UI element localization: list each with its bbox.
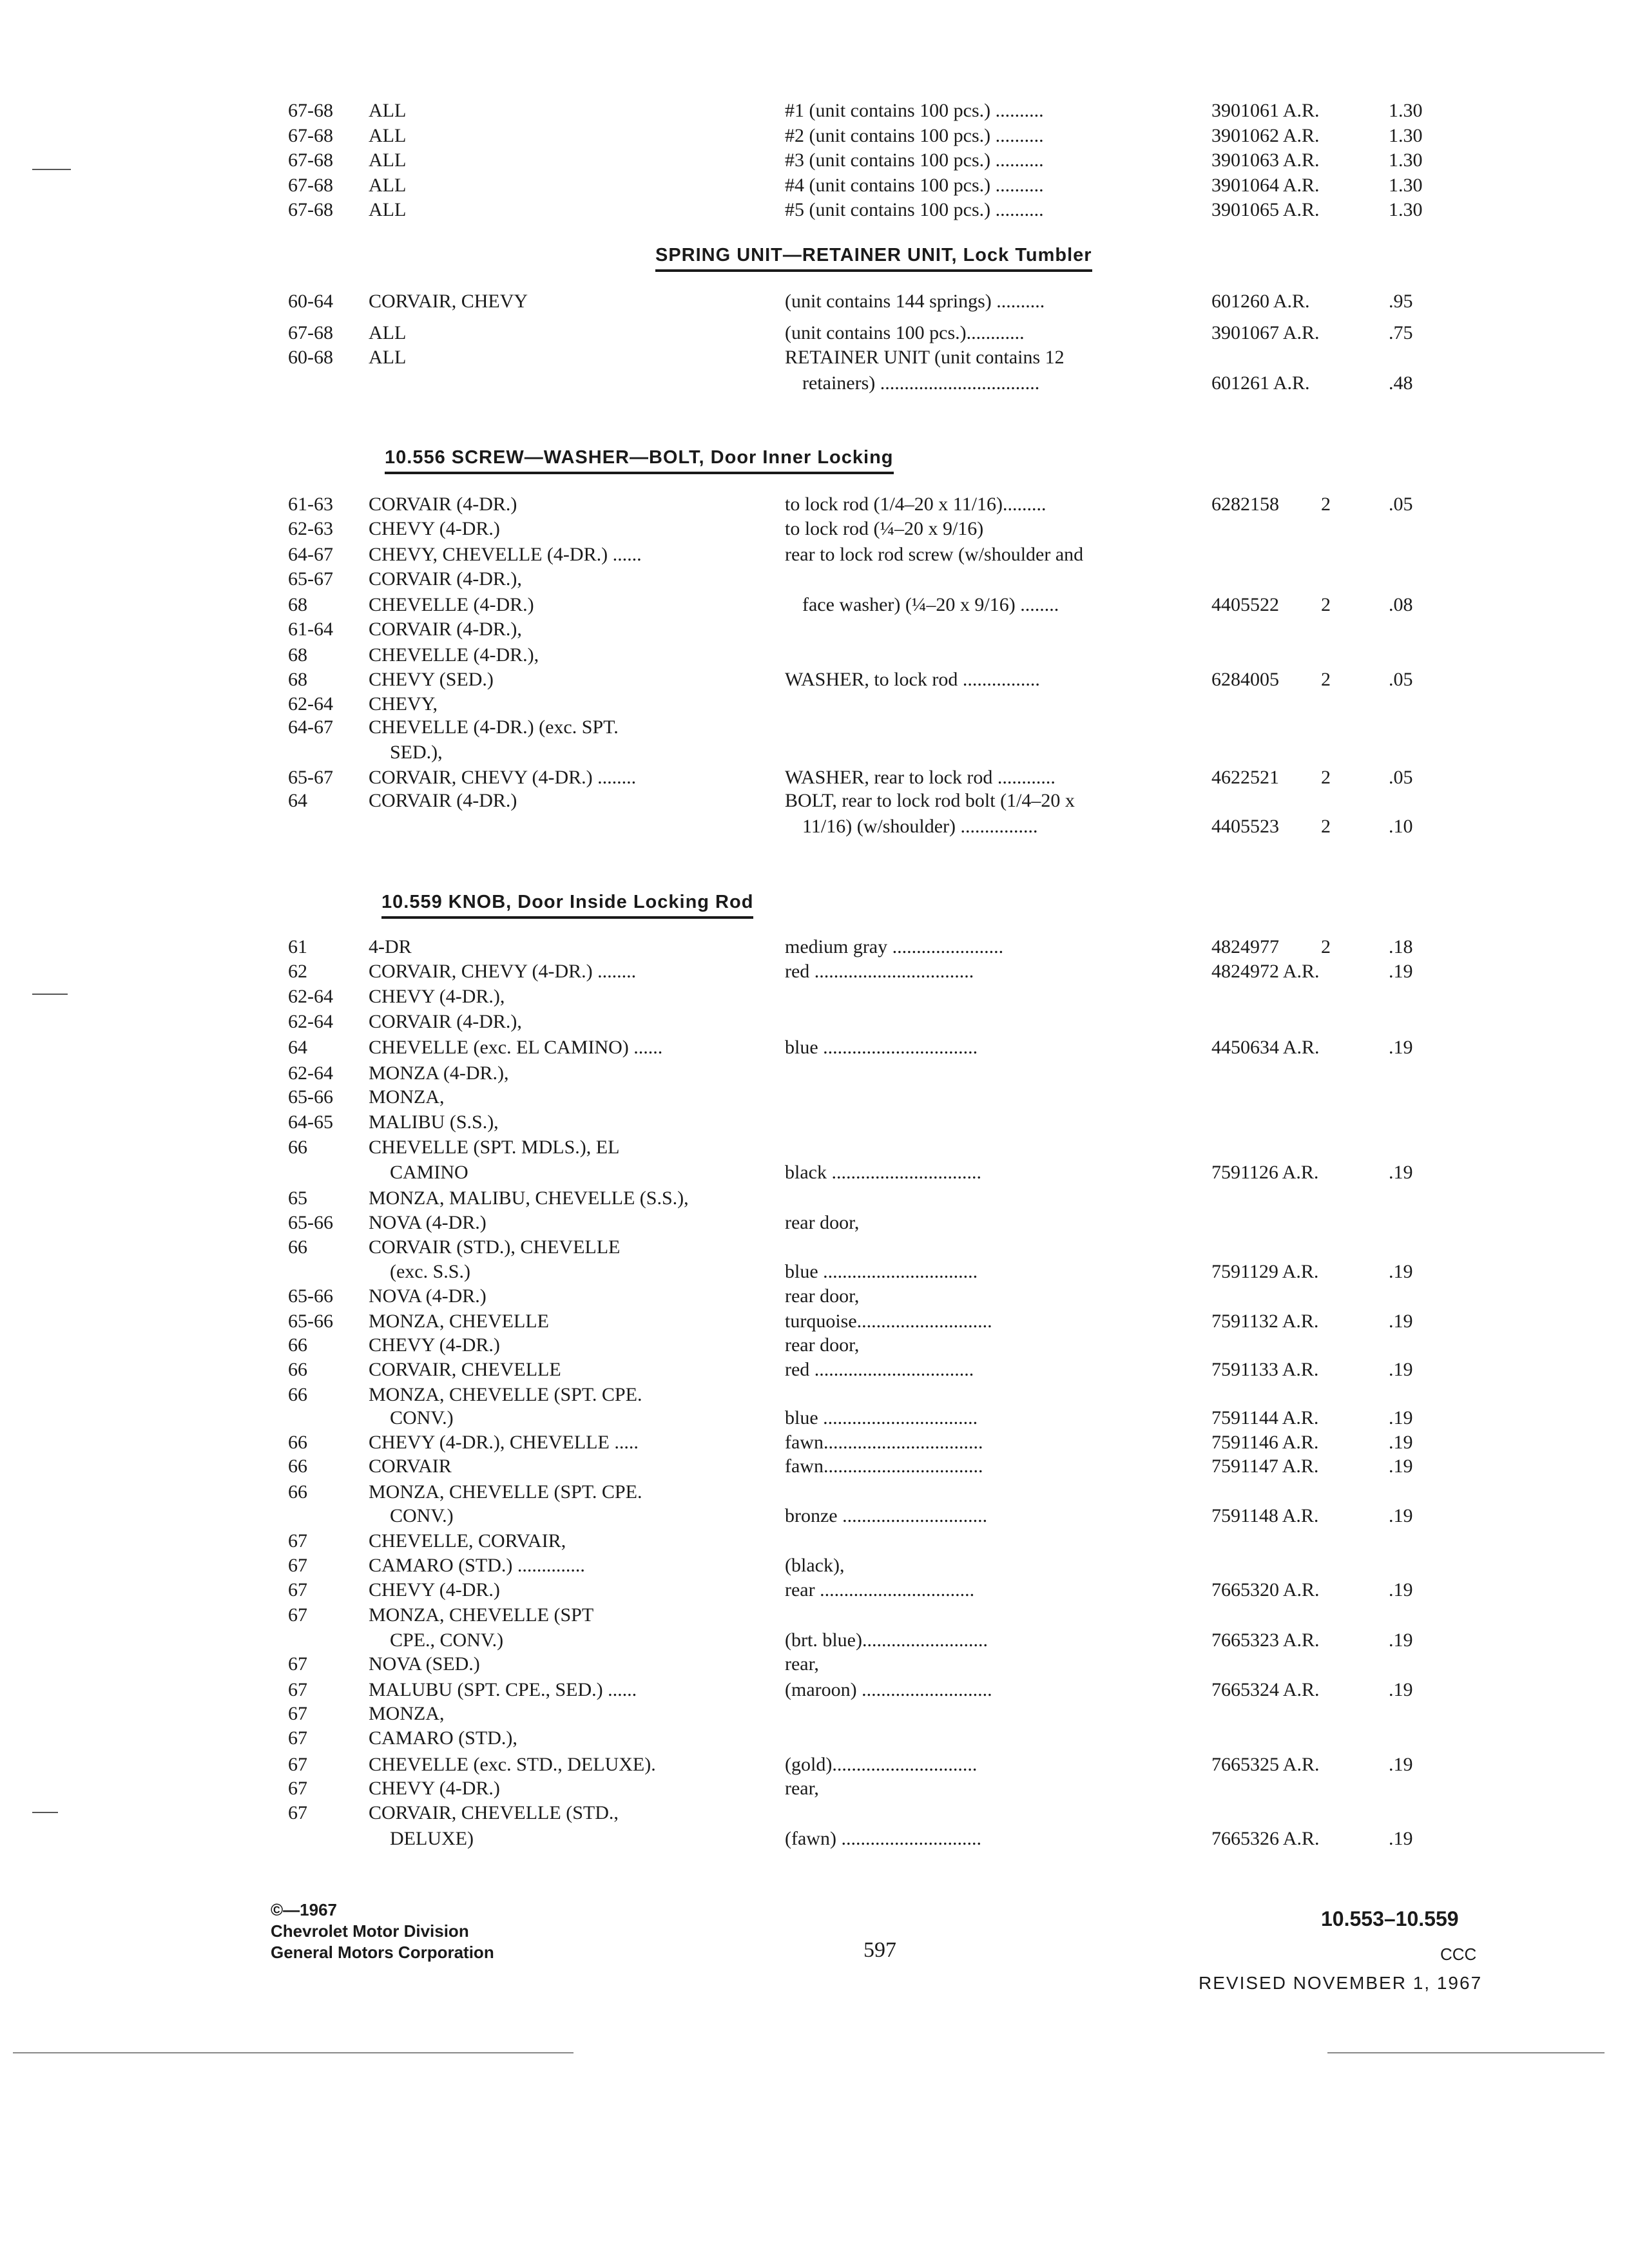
model-application: SED.), — [390, 742, 443, 763]
publisher-block — [271, 1899, 494, 1963]
price: 1.30 — [1389, 100, 1423, 121]
model-application: MONZA, MALIBU, CHEVELLE (S.S.), — [369, 1187, 689, 1209]
year-range: 61 — [288, 936, 307, 957]
part-description: fawn................................. — [785, 1456, 983, 1477]
model-application: ALL — [369, 199, 407, 220]
heading-underline — [385, 472, 894, 474]
part-number: 7591129 A.R. — [1211, 1261, 1319, 1282]
year-range: 65-66 — [288, 1285, 333, 1307]
heading-spring-unit — [655, 242, 1092, 268]
year-range: 67-68 — [288, 149, 333, 171]
part-number: 6282158 — [1211, 494, 1279, 515]
part-number: 7665325 A.R. — [1211, 1754, 1320, 1775]
part-number: 7591126 A.R. — [1211, 1162, 1319, 1183]
price: .19 — [1389, 961, 1413, 982]
part-description: RETAINER UNIT (unit contains 12 — [785, 347, 1065, 368]
model-application: CORVAIR (4-DR.) — [369, 494, 517, 515]
heading-underline — [381, 916, 753, 919]
model-application: CORVAIR (4-DR.), — [369, 619, 522, 640]
part-description: rear door, — [785, 1285, 860, 1307]
year-range: 66 — [288, 1236, 307, 1258]
part-number: 601260 A.R. — [1211, 291, 1310, 312]
year-range: 62-64 — [288, 986, 333, 1007]
model-application: CONV.) — [390, 1407, 454, 1428]
margin-mark — [32, 1812, 58, 1813]
model-application: CONV.) — [390, 1505, 454, 1526]
price: .10 — [1389, 816, 1413, 837]
page-number: 597 — [863, 1938, 896, 1962]
model-application: CHEVY, — [369, 693, 438, 715]
part-number: 7665323 A.R. — [1211, 1629, 1320, 1651]
year-range: 67 — [288, 1754, 307, 1775]
price: .19 — [1389, 1629, 1413, 1651]
heading-underline — [655, 269, 1092, 272]
price: .19 — [1389, 1037, 1413, 1058]
year-range: 61-63 — [288, 494, 333, 515]
year-range: 62-64 — [288, 693, 333, 715]
model-application: CHEVELLE (4-DR.) — [369, 594, 534, 615]
part-description: bronze .............................. — [785, 1505, 988, 1526]
part-number: 7591147 A.R. — [1211, 1456, 1319, 1477]
bottom-rule-right — [1327, 2052, 1605, 2053]
margin-mark — [32, 994, 68, 995]
model-application: CORVAIR, CHEVY (4-DR.) ........ — [369, 767, 637, 788]
part-number: 4450634 A.R. — [1211, 1037, 1320, 1058]
year-range: 67-68 — [288, 100, 333, 121]
year-range: 67 — [288, 1555, 307, 1576]
part-number: 7665324 A.R. — [1211, 1679, 1320, 1700]
model-application: MONZA, — [369, 1086, 445, 1108]
part-number: 4405522 — [1211, 594, 1279, 615]
model-application: CORVAIR, CHEVELLE (STD., — [369, 1802, 619, 1823]
model-application: NOVA (SED.) — [369, 1653, 480, 1675]
year-range: 68 — [288, 669, 307, 690]
year-range: 62-64 — [288, 1011, 333, 1032]
model-application: NOVA (4-DR.) — [369, 1212, 487, 1233]
part-number: 7665320 A.R. — [1211, 1579, 1320, 1600]
price: .19 — [1389, 1359, 1413, 1380]
model-application: CHEVY (4-DR.) — [369, 518, 500, 539]
model-application: MALIBU (S.S.), — [369, 1111, 499, 1133]
part-description: to lock rod (1/4–20 x 11/16)......... — [785, 494, 1046, 515]
part-description: (brt. blue).......................... — [785, 1629, 988, 1651]
model-application: CHEVELLE (SPT. MDLS.), EL — [369, 1137, 620, 1158]
price: .05 — [1389, 767, 1413, 788]
model-application: MONZA, CHEVELLE (SPT — [369, 1604, 594, 1626]
year-range: 67-68 — [288, 125, 333, 146]
year-range: 65-67 — [288, 568, 333, 590]
year-range: 67 — [288, 1802, 307, 1823]
part-description: blue ................................ — [785, 1037, 978, 1058]
part-number: 6284005 — [1211, 669, 1279, 690]
price: .05 — [1389, 494, 1413, 515]
year-range: 68 — [288, 594, 307, 615]
part-number: 4622521 — [1211, 767, 1279, 788]
year-range: 67 — [288, 1679, 307, 1700]
year-range: 64-65 — [288, 1111, 333, 1133]
quantity: 2 — [1321, 767, 1331, 788]
year-range: 60-68 — [288, 347, 333, 368]
part-number: 7591132 A.R. — [1211, 1311, 1319, 1332]
price: .75 — [1389, 322, 1413, 343]
year-range: 67-68 — [288, 199, 333, 220]
year-range: 66 — [288, 1432, 307, 1453]
part-description: #5 (unit contains 100 pcs.) .......... — [785, 199, 1044, 220]
price: .48 — [1389, 372, 1413, 394]
model-application: CAMARO (STD.) .............. — [369, 1555, 585, 1576]
model-application: CORVAIR, CHEVY — [369, 291, 528, 312]
heading-10-559-text: 10.559 KNOB, Door Inside Locking Rod — [381, 892, 754, 912]
year-range: 65 — [288, 1187, 307, 1209]
model-application: CORVAIR, CHEVY (4-DR.) ........ — [369, 961, 637, 982]
model-application: CORVAIR (4-DR.), — [369, 568, 522, 590]
part-description: BOLT, rear to lock rod bolt (1/4–20 x — [785, 790, 1075, 811]
part-description: #1 (unit contains 100 pcs.) .......... — [785, 100, 1044, 121]
heading-spring-unit-text: SPRING UNIT—RETAINER UNIT, Lock Tumbler — [655, 245, 1092, 265]
model-application: CHEVELLE (4-DR.), — [369, 644, 539, 666]
section-range: 10.553–10.559 — [1321, 1907, 1459, 1930]
price: .19 — [1389, 1407, 1413, 1428]
year-range: 67 — [288, 1778, 307, 1799]
heading-10-559 — [381, 889, 753, 915]
part-description: rear, — [785, 1778, 819, 1799]
year-range: 60-64 — [288, 291, 333, 312]
model-application: CORVAIR, CHEVELLE — [369, 1359, 561, 1380]
year-range: 61-64 — [288, 619, 333, 640]
model-application: CORVAIR (STD.), CHEVELLE — [369, 1236, 621, 1258]
part-number: 4824977 — [1211, 936, 1279, 957]
model-application: CHEVY (4-DR.), CHEVELLE ..... — [369, 1432, 639, 1453]
model-application: CHEVELLE, CORVAIR, — [369, 1530, 566, 1552]
catalog-code: CCC — [1440, 1945, 1477, 1964]
margin-mark — [32, 169, 71, 170]
part-description: to lock rod (¼–20 x 9/16) — [785, 518, 984, 539]
year-range: 62-64 — [288, 1062, 333, 1084]
price: 1.30 — [1389, 125, 1423, 146]
part-description: blue ................................ — [785, 1407, 978, 1428]
price: 1.30 — [1389, 149, 1423, 171]
price: .19 — [1389, 1679, 1413, 1700]
price: .19 — [1389, 1261, 1413, 1282]
year-range: 64 — [288, 1037, 307, 1058]
part-description: red ................................. — [785, 961, 974, 982]
model-application: CORVAIR (4-DR.), — [369, 1011, 522, 1032]
part-description: blue ................................ — [785, 1261, 978, 1282]
part-description: turquoise............................ — [785, 1311, 992, 1332]
quantity: 2 — [1321, 936, 1331, 957]
part-description: (unit contains 144 springs) .......... — [785, 291, 1045, 312]
part-number: 7591148 A.R. — [1211, 1505, 1319, 1526]
price: .19 — [1389, 1754, 1413, 1775]
year-range: 67 — [288, 1703, 307, 1724]
model-application: MONZA, CHEVELLE (SPT. CPE. — [369, 1384, 642, 1405]
part-description: rear door, — [785, 1212, 860, 1233]
model-application: CAMARO (STD.), — [369, 1727, 517, 1749]
model-application: CHEVY (4-DR.), — [369, 986, 505, 1007]
price: .08 — [1389, 594, 1413, 615]
part-description: (black), — [785, 1555, 845, 1576]
price: .19 — [1389, 1162, 1413, 1183]
part-number: 3901067 A.R. — [1211, 322, 1320, 343]
model-application: CHEVY (SED.) — [369, 669, 494, 690]
model-application: ALL — [369, 100, 407, 121]
revision-date: REVISED NOVEMBER 1, 1967 — [1199, 1973, 1483, 1993]
part-number: 4824972 A.R. — [1211, 961, 1320, 982]
part-description: (maroon) ........................... — [785, 1679, 992, 1700]
price: .95 — [1389, 291, 1413, 312]
part-description: (fawn) ............................. — [785, 1828, 981, 1849]
part-description: black ............................... — [785, 1162, 981, 1183]
part-description: retainers) ................................. — [802, 372, 1040, 394]
model-application: 4-DR — [369, 936, 412, 957]
year-range: 66 — [288, 1481, 307, 1503]
year-range: 67 — [288, 1604, 307, 1626]
part-description: #2 (unit contains 100 pcs.) .......... — [785, 125, 1044, 146]
part-description: #4 (unit contains 100 pcs.) .......... — [785, 175, 1044, 196]
part-description: rear door, — [785, 1334, 860, 1356]
price: .19 — [1389, 1311, 1413, 1332]
price: .18 — [1389, 936, 1413, 957]
model-application: CHEVY (4-DR.) — [369, 1334, 500, 1356]
model-application: ALL — [369, 175, 407, 196]
price: .19 — [1389, 1828, 1413, 1849]
part-number: 7665326 A.R. — [1211, 1828, 1320, 1849]
part-description: WASHER, rear to lock rod ............ — [785, 767, 1055, 788]
part-description: rear ................................ — [785, 1579, 975, 1600]
division-name: Chevrolet Motor Division — [271, 1921, 469, 1941]
price: .05 — [1389, 669, 1413, 690]
model-application: ALL — [369, 347, 407, 368]
year-range: 62-63 — [288, 518, 333, 539]
part-number: 4405523 — [1211, 816, 1279, 837]
price: 1.30 — [1389, 199, 1423, 220]
heading-10-556 — [385, 445, 894, 470]
model-application: CORVAIR — [369, 1456, 452, 1477]
model-application: ALL — [369, 149, 407, 171]
year-range: 67 — [288, 1727, 307, 1749]
model-application: MONZA, CHEVELLE — [369, 1311, 549, 1332]
price: .19 — [1389, 1456, 1413, 1477]
part-description: red ................................. — [785, 1359, 974, 1380]
year-range: 62 — [288, 961, 307, 982]
year-range: 66 — [288, 1137, 307, 1158]
part-description: (gold).............................. — [785, 1754, 978, 1775]
quantity: 2 — [1321, 669, 1331, 690]
year-range: 67-68 — [288, 322, 333, 343]
model-application: CHEVELLE (exc. STD., DELUXE). — [369, 1754, 656, 1775]
quantity: 2 — [1321, 494, 1331, 515]
part-description: rear, — [785, 1653, 819, 1675]
model-application: CHEVELLE (4-DR.) (exc. SPT. — [369, 716, 619, 738]
price: .19 — [1389, 1579, 1413, 1600]
part-number: 3901063 A.R. — [1211, 149, 1320, 171]
model-application: MALUBU (SPT. CPE., SED.) ...... — [369, 1679, 637, 1700]
year-range: 66 — [288, 1384, 307, 1405]
year-range: 66 — [288, 1456, 307, 1477]
part-description: fawn................................. — [785, 1432, 983, 1453]
bottom-rule-left — [13, 2052, 574, 2053]
part-number: 601261 A.R. — [1211, 372, 1310, 394]
part-description: 11/16) (w/shoulder) ................ — [802, 816, 1038, 837]
model-application: MONZA, — [369, 1703, 445, 1724]
year-range: 64 — [288, 790, 307, 811]
model-application: CAMINO — [390, 1162, 468, 1183]
model-application: ALL — [369, 125, 407, 146]
model-application: CHEVY (4-DR.) — [369, 1778, 500, 1799]
model-application: CHEVY, CHEVELLE (4-DR.) ...... — [369, 544, 642, 565]
model-application: NOVA (4-DR.) — [369, 1285, 487, 1307]
year-range: 64-67 — [288, 716, 333, 738]
year-range: 67-68 — [288, 175, 333, 196]
part-number: 3901065 A.R. — [1211, 199, 1320, 220]
quantity: 2 — [1321, 816, 1331, 837]
part-number: 7591133 A.R. — [1211, 1359, 1319, 1380]
year-range: 67 — [288, 1530, 307, 1552]
year-range: 66 — [288, 1334, 307, 1356]
quantity: 2 — [1321, 594, 1331, 615]
year-range: 66 — [288, 1359, 307, 1380]
copyright: ©—1967 — [271, 1900, 337, 1919]
model-application: CORVAIR (4-DR.) — [369, 790, 517, 811]
year-range: 65-66 — [288, 1311, 333, 1332]
part-number: 3901062 A.R. — [1211, 125, 1320, 146]
model-application: CPE., CONV.) — [390, 1629, 504, 1651]
model-application: MONZA, CHEVELLE (SPT. CPE. — [369, 1481, 642, 1503]
part-description: face washer) (¼–20 x 9/16) ........ — [802, 594, 1059, 615]
part-number: 3901064 A.R. — [1211, 175, 1320, 196]
model-application: MONZA (4-DR.), — [369, 1062, 509, 1084]
model-application: CHEVY (4-DR.) — [369, 1579, 500, 1600]
part-number: 7591146 A.R. — [1211, 1432, 1319, 1453]
year-range: 67 — [288, 1653, 307, 1675]
year-range: 65-67 — [288, 767, 333, 788]
model-application: DELUXE) — [390, 1828, 474, 1849]
year-range: 65-66 — [288, 1212, 333, 1233]
model-application: (exc. S.S.) — [390, 1261, 470, 1282]
part-number: 7591144 A.R. — [1211, 1407, 1319, 1428]
year-range: 64-67 — [288, 544, 333, 565]
part-description: rear to lock rod screw (w/shoulder and — [785, 544, 1084, 565]
part-number: 3901061 A.R. — [1211, 100, 1320, 121]
year-range: 65-66 — [288, 1086, 333, 1108]
price: 1.30 — [1389, 175, 1423, 196]
year-range: 68 — [288, 644, 307, 666]
corporation-name: General Motors Corporation — [271, 1943, 494, 1962]
heading-10-556-text: 10.556 SCREW—WASHER—BOLT, Door Inner Locking — [385, 447, 894, 468]
year-range: 67 — [288, 1579, 307, 1600]
model-application: ALL — [369, 322, 407, 343]
part-description: #3 (unit contains 100 pcs.) .......... — [785, 149, 1044, 171]
price: .19 — [1389, 1505, 1413, 1526]
part-description: medium gray ....................... — [785, 936, 1004, 957]
part-description: WASHER, to lock rod ................ — [785, 669, 1040, 690]
part-description: (unit contains 100 pcs.)............ — [785, 322, 1025, 343]
price: .19 — [1389, 1432, 1413, 1453]
model-application: CHEVELLE (exc. EL CAMINO) ...... — [369, 1037, 663, 1058]
